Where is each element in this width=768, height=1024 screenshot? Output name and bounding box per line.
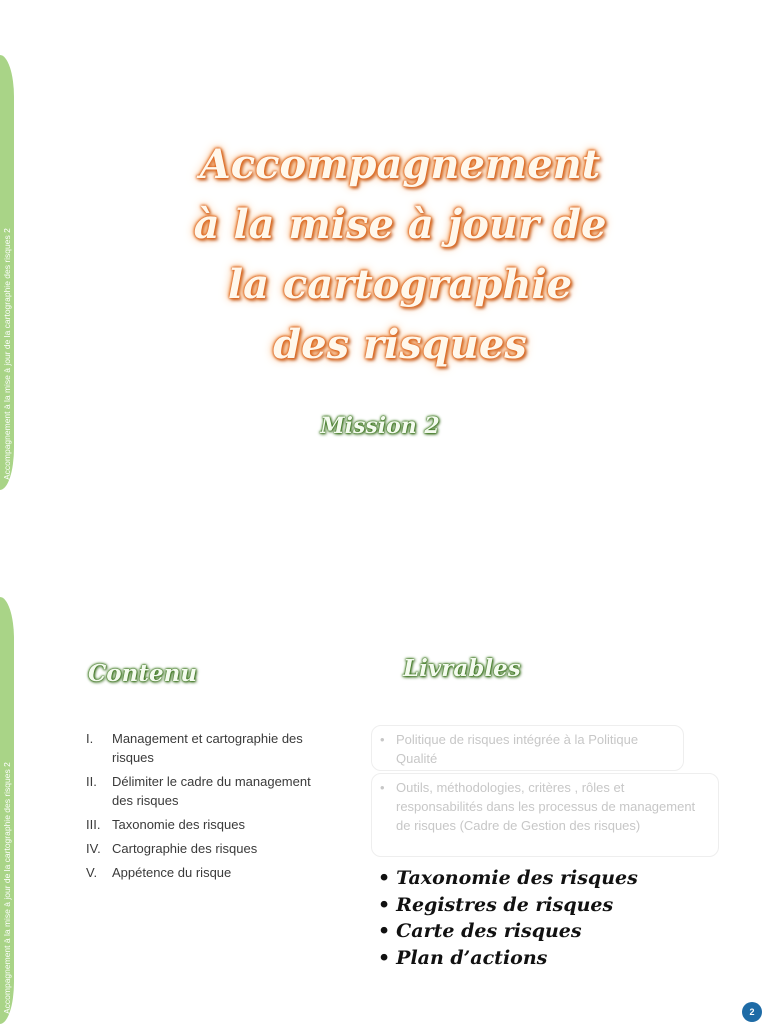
list-item-number: V. <box>86 865 98 880</box>
list-item-text: Appétence du risque <box>112 865 232 880</box>
faded-livrable-text: Outils, méthodologies, critères , rôles et responsabilités dans les processus de management de risques (Cadre de Gestion des risques) <box>396 780 696 833</box>
bullet-icon: • <box>380 780 385 795</box>
side-tab <box>0 597 14 1024</box>
title-line: des risques <box>273 321 527 368</box>
contenu-list <box>86 729 326 887</box>
list-item <box>86 863 326 882</box>
side-tab <box>0 55 14 490</box>
list-item <box>86 772 326 810</box>
contenu-heading: Contenu <box>88 660 198 687</box>
list-item <box>86 815 326 834</box>
livrable-item <box>378 918 638 945</box>
title-line: Accompagnement <box>199 141 601 188</box>
livrable-text: Registres de risques <box>396 893 614 916</box>
livrables-heading: Livrables <box>403 655 521 682</box>
list-item <box>86 729 326 767</box>
livrable-item <box>378 945 638 972</box>
livrable-item <box>378 865 638 892</box>
title-slide <box>0 55 768 490</box>
livrable-text: Carte des risques <box>396 920 582 942</box>
side-tab-label: Accompagnement à la mise à jour de la cartographie des risques 2 <box>2 762 12 1014</box>
list-item-text: Taxonomie des risques <box>112 817 245 832</box>
page-number-badge: 2 <box>742 1002 762 1022</box>
list-item-number: III. <box>86 817 101 832</box>
list-item-number: IV. <box>86 841 101 856</box>
bullet-icon: • <box>378 920 391 942</box>
bullet-icon: • <box>378 946 391 969</box>
list-item-text: Délimiter le cadre du management des risques <box>112 774 311 808</box>
side-tab-label: Accompagnement à la mise à jour de la cartographie des risques 2 <box>2 228 12 480</box>
title-line: à la mise à jour de <box>193 201 607 248</box>
mission-subtitle: Mission 2 <box>320 413 440 439</box>
slide-title <box>140 135 660 375</box>
bullet-icon: • <box>380 732 385 747</box>
content-slide <box>0 597 768 1024</box>
title-line: la cartographie <box>227 261 573 308</box>
list-item-number: I. <box>86 731 94 746</box>
faded-livrable-box <box>371 773 719 857</box>
livrables-list <box>378 865 638 971</box>
list-item-number: II. <box>86 774 97 789</box>
list-item <box>86 839 326 858</box>
bullet-icon: • <box>378 893 391 916</box>
faded-livrable-text: Politique de risques intégrée à la Politique Qualité <box>396 732 639 766</box>
faded-livrable-box <box>371 725 684 771</box>
list-item-text: Cartographie des risques <box>112 841 258 856</box>
livrable-text: Plan d’actions <box>396 946 548 969</box>
livrable-item <box>378 892 638 919</box>
list-item-text: Management et cartographie des risques <box>112 731 303 765</box>
livrable-text: Taxonomie des risques <box>396 867 638 889</box>
bullet-icon: • <box>378 867 391 889</box>
